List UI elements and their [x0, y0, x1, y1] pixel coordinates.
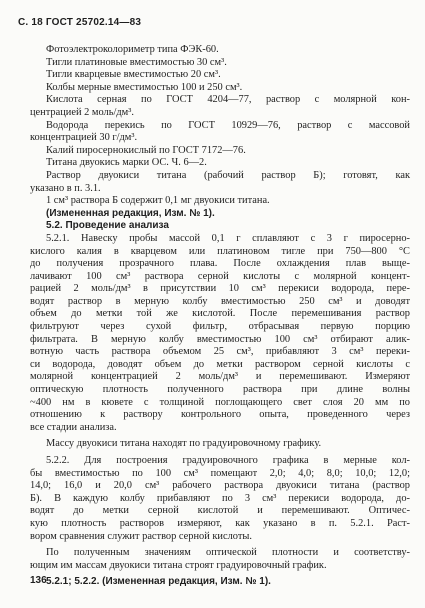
text-line: 5.2.1. Навеску пробы массой 0,1 г сплавляют с 3 г пиросерно- [46, 232, 410, 244]
text-line: 14,0; 16,0 и 20,0 см³ рабочего раствора двуокиси титана (раствор [30, 480, 410, 492]
text-line: 1 см³ раствора Б содержит 0,1 мг двуокиси титана. [46, 195, 270, 207]
text-line: концентрацией 30 г/дм³. [30, 132, 138, 144]
text-line: указано в п. 3.1. [30, 182, 101, 194]
text-line: Калий пиросернокислый по ГОСТ 7172—76. [46, 144, 246, 156]
text-line: водят до метки серной кислотой и перемешивают. Оптичес- [30, 505, 410, 517]
text-line: рацией 2 моль/дм³ в присутствии 10 см³ перекиси водорода, пере- [30, 283, 410, 295]
text-line: все стадии анализа. [30, 421, 117, 433]
text-line: оптическую плотность полученного раствора при длине волны [30, 384, 410, 396]
text-line: Тигли кварцевые вместимостью 20 см³. [46, 69, 221, 81]
text-line: вором сравнения служит раствор серной кислоты. [30, 530, 252, 542]
text-line: Фотоэлектроколориметр типа ФЭК-60. [46, 44, 219, 55]
text-line: водят раствор в мерную колбу вместимостью 250 см³ и доводят [30, 295, 410, 307]
text-line: кую плотность растворов измеряют, как указано в п. 5.2.1. Раст- [30, 517, 410, 529]
text-line: Раствор двуокиси титана (рабочий раствор Б); готовят, как [46, 169, 410, 181]
text-line: кислого калия в кварцевом или платиновом тигле при 750—800 °С [30, 245, 410, 257]
page-number: 136 [30, 575, 47, 586]
amendment-note: 5.2.1; 5.2.2. (Измененная редакция, Изм. № 1). [46, 576, 271, 588]
text-line: фильтрата. В мерную колбу вместимостью 100 см³ отбирают алик- [30, 333, 410, 345]
text-line: Кислота серная по ГОСТ 4204—77, раствор с молярной кон- [46, 94, 410, 106]
text-line: Б). В каждую колбу прибавляют по 3 см³ перекиси водорода, до- [30, 492, 410, 504]
text-line: ющим им массам двуокиси титана строят градуировочный график. [30, 559, 327, 571]
text-line: вотную часть раствора объемом 25 см³, прибавляют 3 см³ переки- [30, 346, 410, 358]
text-line: лачивают 100 см³ раствора серной кислоты с молярной концент- [30, 270, 410, 282]
text-line: Тигли платиновые вместимостью 30 см³. [46, 56, 227, 68]
text-line: центрацией 2 моль/дм³. [30, 106, 134, 118]
amendment-note: (Измененная редакция, Изм. № 1). [46, 207, 215, 219]
section-heading: 5.2. Проведение анализа [46, 220, 169, 232]
text-line: По полученным значениям оптической плотности и соответству- [46, 547, 410, 559]
text-line: ~400 нм в кювете с толщиной поглощающего свет слоя 20 мм по [30, 396, 410, 408]
text-line: 5.2.2. Для построения градуировочного графика в мерные кол- [46, 455, 410, 466]
text-line: Колбы мерные вместимостью 100 и 250 см³. [46, 81, 243, 93]
text-line: Титана двуокись марки ОС. Ч. 6—2. [46, 157, 207, 169]
text-line: молярной концентрацией 2 моль/дм³ и перемешивают. Измеряют [30, 371, 410, 383]
text-line: Массу двуокиси титана находят по градуировочному графику. [46, 438, 322, 450]
text-line: до получения прозрачного плава. После охлаждения плав выще- [30, 258, 410, 270]
document-body [30, 44, 410, 589]
text-line: си водорода, доводят объем до метки раствором серной кислоты с [30, 358, 410, 370]
page-header: С. 18 ГОСТ 25702.14—83 [18, 17, 142, 28]
text-line: отношению к раствору контрольного опыта, проведенного через [30, 409, 410, 421]
text-line: фильтруют через сухой фильтр, отбрасывая первую порцию [30, 321, 410, 333]
text-line: объем до метки той же кислотой. После перемешивания раствор [30, 308, 410, 320]
text-line: Водорода перекись по ГОСТ 10929—76, раствор с массовой [46, 119, 410, 131]
text-line: бы вместимостью по 100 см³ помещают 2,0; 4,0; 8,0; 10,0; 12,0; [30, 467, 410, 479]
